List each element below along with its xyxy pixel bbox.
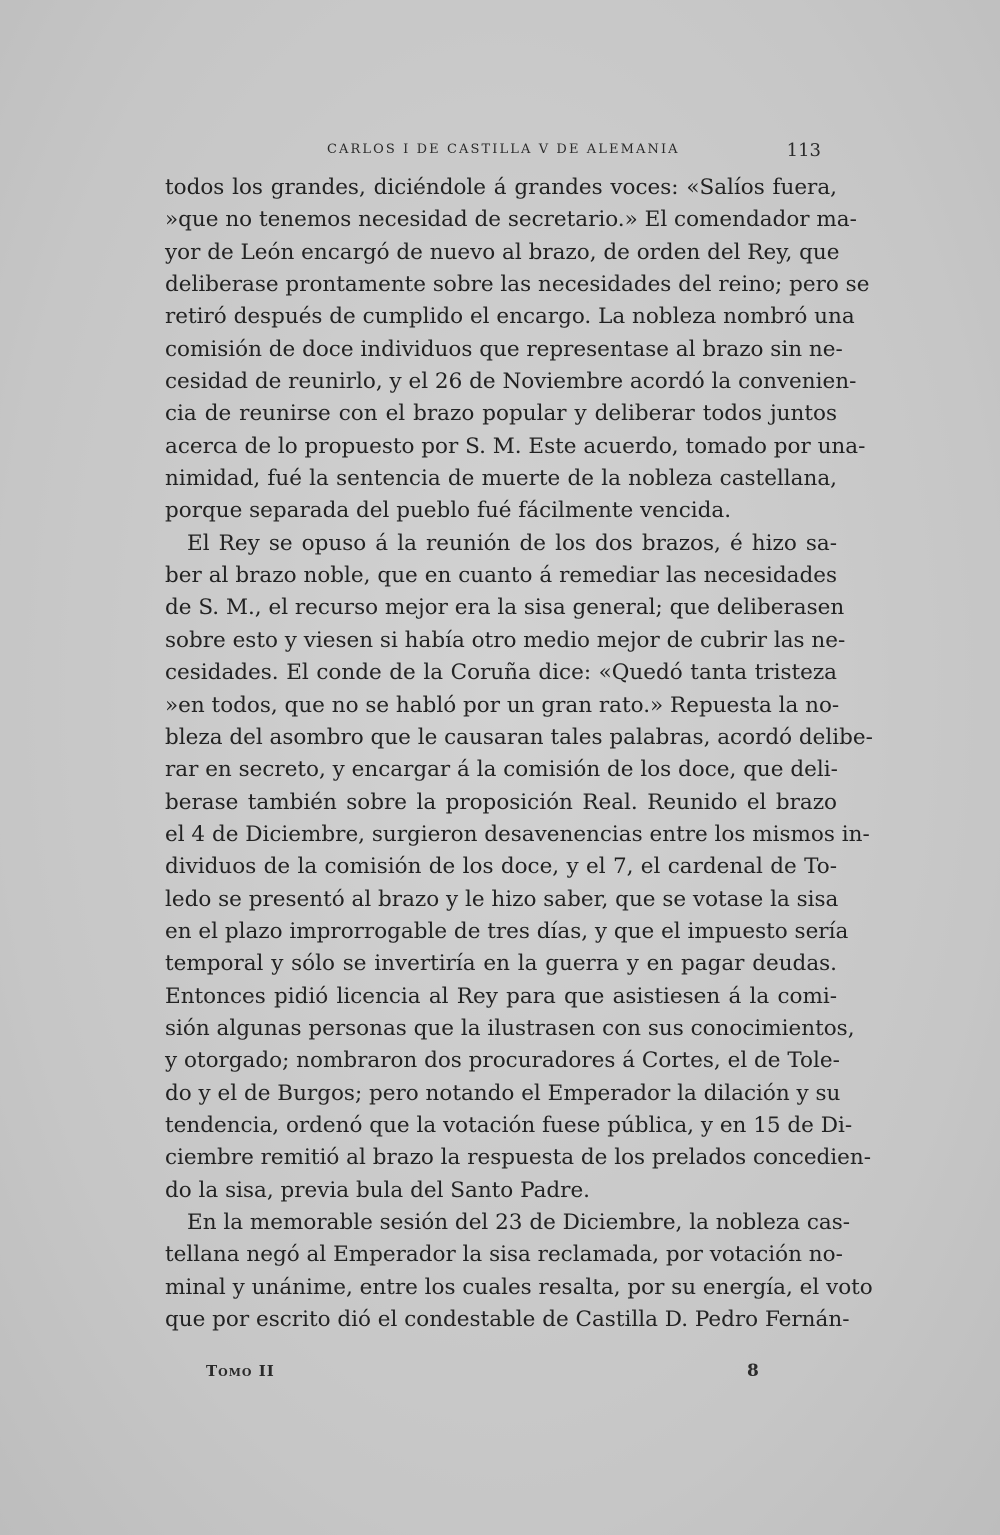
- text-line: retiró después de cumplido el encargo. La nobleza nombró una: [165, 304, 855, 330]
- volume-label: Tomo II: [206, 1362, 275, 1380]
- text-line: yor de León encargó de nuevo al brazo, de orden del Rey, que: [165, 239, 840, 265]
- text-line: sión algunas personas que la ilustrasen con sus conocimientos,: [165, 1015, 855, 1041]
- text-line: nimidad, fué la sentencia de muerte de la nobleza castellana,: [165, 466, 837, 492]
- text-line: cesidad de reunirlo, y el 26 de Noviembre acordó la convenien-: [165, 369, 857, 395]
- text-line: do la sisa, previa bula del Santo Padre.: [165, 1177, 591, 1203]
- page-footer: [165, 1362, 837, 1388]
- text-line: cia de reunirse con el brazo popular y deliberar todos juntos: [165, 401, 837, 427]
- text-line: minal y unánime, entre los cuales resalta, por su energía, el voto: [165, 1274, 873, 1300]
- text-line: do y el de Burgos; pero notando el Emperador la dilación y su: [165, 1080, 841, 1106]
- text-line: acerca de lo propuesto por S. M. Este acuerdo, tomado por una-: [165, 433, 866, 459]
- text-line: tendencia, ordenó que la votación fuese pública, y en 15 de Di-: [165, 1112, 853, 1138]
- text-line: de S. M., el recurso mejor era la sisa general; que deliberasen: [165, 595, 845, 621]
- text-line: cesidades. El conde de la Coruña dice: «Quedó tanta tristeza: [165, 660, 837, 686]
- body-text: [165, 172, 873, 1336]
- running-title: CARLOS I DE CASTILLA V DE ALEMANIA: [327, 142, 680, 157]
- text-line: rar en secreto, y encargar á la comisión de los doce, que deli-: [165, 757, 838, 783]
- text-line: dividuos de la comisión de los doce, y el 7, el cardenal de To-: [165, 854, 837, 880]
- text-line: ber al brazo noble, que en cuanto á remediar las necesidades: [165, 563, 837, 589]
- text-line: el 4 de Diciembre, surgieron desavenencias entre los mismos in-: [165, 821, 870, 847]
- text-line: porque separada del pueblo fué fácilmente vencida.: [165, 498, 732, 524]
- text-line: y otorgado; nombraron dos procuradores á Cortes, el de Tole-: [165, 1048, 840, 1074]
- signature-mark: 8: [747, 1361, 759, 1381]
- text-line: »que no tenemos necesidad de secretario.» El comendador ma-: [165, 207, 857, 233]
- text-line: bleza del asombro que le causaran tales palabras, acordó delibe-: [165, 724, 873, 750]
- text-line: deliberase prontamente sobre las necesidades del reino; pero se: [165, 272, 870, 298]
- text-line: berase también sobre la proposición Real. Reunido el brazo: [165, 789, 837, 815]
- text-line: »en todos, que no se habló por un gran rato.» Repuesta la no-: [165, 692, 840, 718]
- text-line: ledo se presentó al brazo y le hizo saber, que se votase la sisa: [165, 886, 839, 912]
- text-line: Entonces pidió licencia al Rey para que asistiesen á la comi-: [165, 983, 837, 1009]
- text-line: tellana negó al Emperador la sisa reclamada, por votación no-: [165, 1242, 843, 1268]
- running-head: [165, 142, 837, 166]
- text-line: El Rey se opuso á la reunión de los dos brazos, é hizo sa-: [187, 530, 837, 556]
- text-line: ciembre remitió al brazo la respuesta de los prelados concedien-: [165, 1145, 872, 1171]
- text-line: temporal y sólo se invertiría en la guerra y en pagar deudas.: [165, 951, 837, 977]
- text-line: que por escrito dió el condestable de Castilla D. Pedro Fernán-: [165, 1307, 850, 1333]
- page-number: 113: [786, 140, 821, 161]
- text-line: sobre esto y viesen si había otro medio mejor de cubrir las ne-: [165, 627, 846, 653]
- text-line: En la memorable sesión del 23 de Diciembre, la nobleza cas-: [187, 1210, 851, 1235]
- text-line: comisión de doce individuos que representase al brazo sin ne-: [165, 336, 843, 362]
- text-line: todos los grandes, diciéndole á grandes voces: «Salíos fuera,: [165, 175, 837, 200]
- text-line: en el plazo improrrogable de tres días, y que el impuesto sería: [165, 918, 849, 944]
